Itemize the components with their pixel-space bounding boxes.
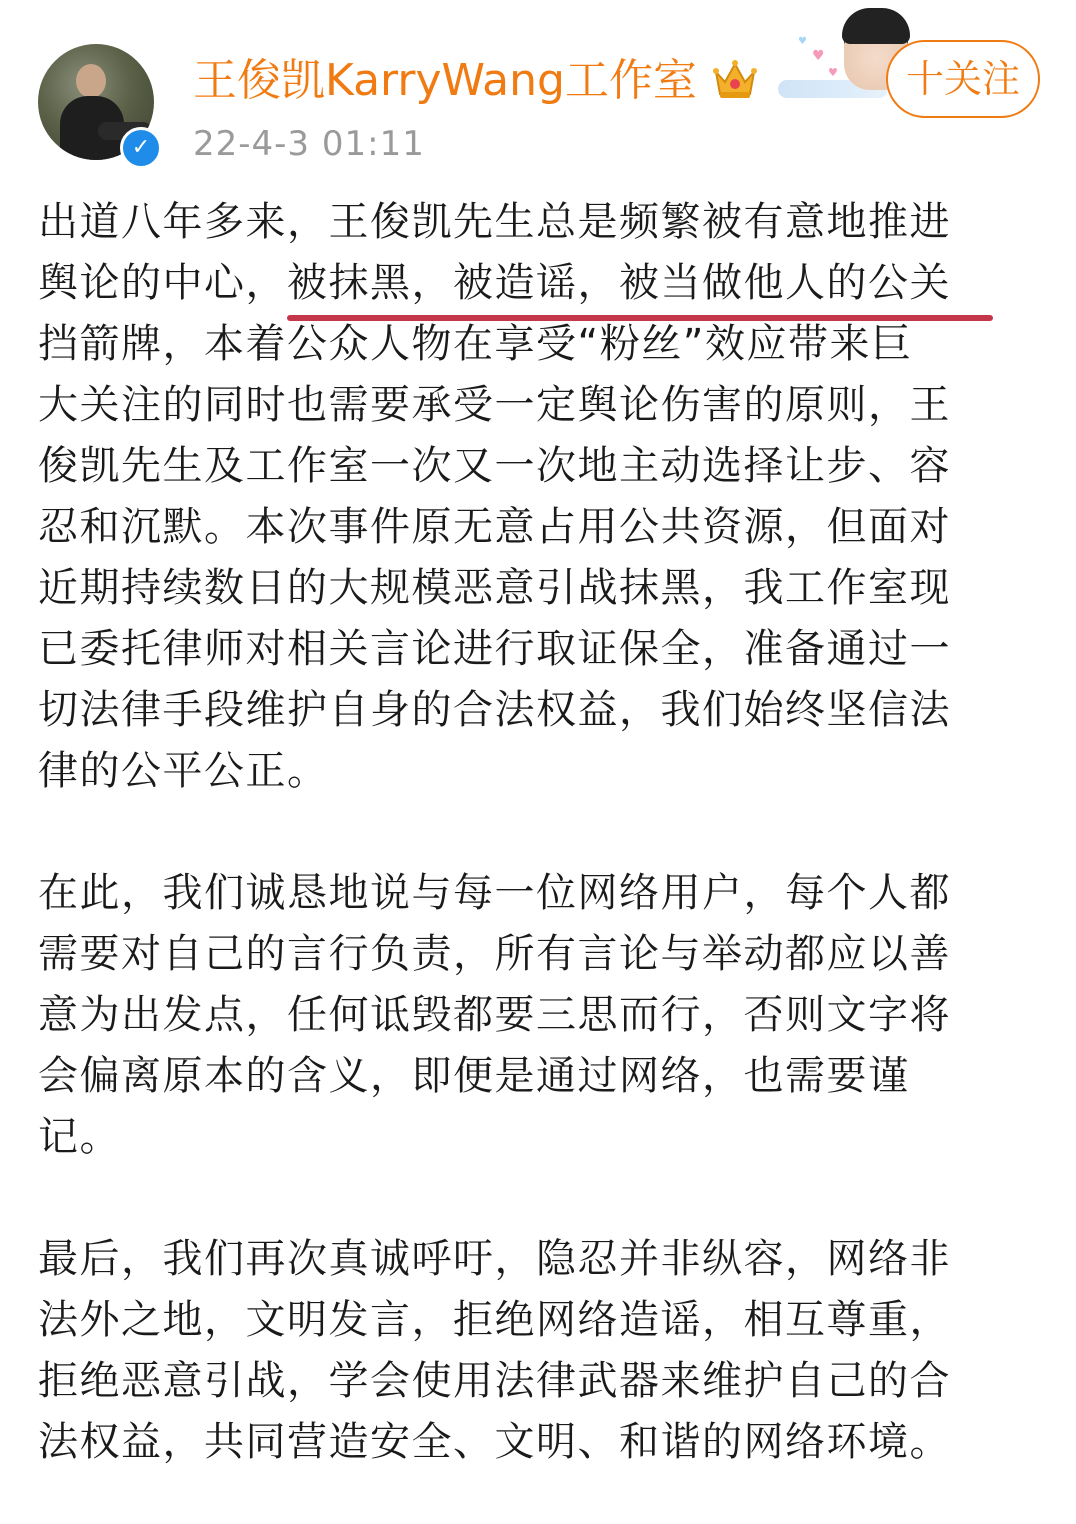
text-line: 会偏离原本的含义，即便是通过网络，也需要谨 xyxy=(38,1053,910,1099)
text-line: 需要对自己的言行负责，所有言论与举动都应以善 xyxy=(38,931,951,977)
text-line: 近期持续数日的大规模恶意引战抹黑，我工作室现 xyxy=(38,565,951,611)
text-line: 在此，我们诚恳地说与每一位网络用户，每个人都 xyxy=(38,870,951,916)
decoration-hair xyxy=(842,8,910,44)
post-header xyxy=(0,0,1076,175)
text-line: 忍和沉默。本次事件原无意占用公共资源，但面对 xyxy=(38,504,951,550)
paragraph-spacer xyxy=(38,1168,1038,1229)
text-line: 俊凯先生及工作室一次又一次地主动选择让步、容 xyxy=(38,443,951,489)
text-line: 舆论的中心，被抹黑，被造谣，被当做他人的公关 xyxy=(38,260,951,306)
text-line: 拒绝恶意引战，学会使用法律武器来维护自己的合 xyxy=(38,1358,951,1404)
text-line: 记。 xyxy=(38,1114,121,1160)
crown-icon xyxy=(712,58,758,102)
post-body xyxy=(38,192,1038,1473)
text-line: 已委托律师对相关言论进行取证保全，准备通过一 xyxy=(38,626,951,672)
text-line: 挡箭牌，本着公众人物在享受“粉丝”效应带来巨 xyxy=(38,321,913,367)
verified-badge-icon: ✓ xyxy=(120,127,162,169)
text-line: 最后，我们再次真诚呼吁，隐忍并非纵容，网络非 xyxy=(38,1236,951,1282)
text-line: 出道八年多来，王俊凯先生总是频繁被有意地推进 xyxy=(38,199,951,245)
text-line: 大关注的同时也需要承受一定舆论伤害的原则，王 xyxy=(38,382,951,428)
text-line: 法权益，共同营造安全、文明、和谐的网络环境。 xyxy=(38,1419,951,1465)
heart-icon: ♥ xyxy=(798,36,807,47)
text-line: 切法律手段维护自身的合法权益，我们始终坚信法 xyxy=(38,687,951,733)
text-line: 法外之地，文明发言，拒绝网络造谣，相互尊重， xyxy=(38,1297,951,1343)
paragraph xyxy=(38,1229,1038,1473)
paragraph-spacer xyxy=(38,802,1038,863)
post-timestamp: 22-4-3 01:11 xyxy=(193,124,425,164)
paragraph xyxy=(38,863,1038,1168)
text-line: 意为出发点，任何诋毁都要三思而行，否则文字将 xyxy=(38,992,951,1038)
heart-icon: ♥ xyxy=(812,48,825,64)
avatar-figure-head xyxy=(76,64,106,98)
follow-button[interactable]: 十关注 xyxy=(886,40,1040,118)
username[interactable]: 王俊凯KarryWang工作室 xyxy=(193,55,697,106)
text-line: 律的公平公正。 xyxy=(38,748,329,794)
heart-icon: ♥ xyxy=(828,66,838,79)
paragraph xyxy=(38,192,1038,802)
